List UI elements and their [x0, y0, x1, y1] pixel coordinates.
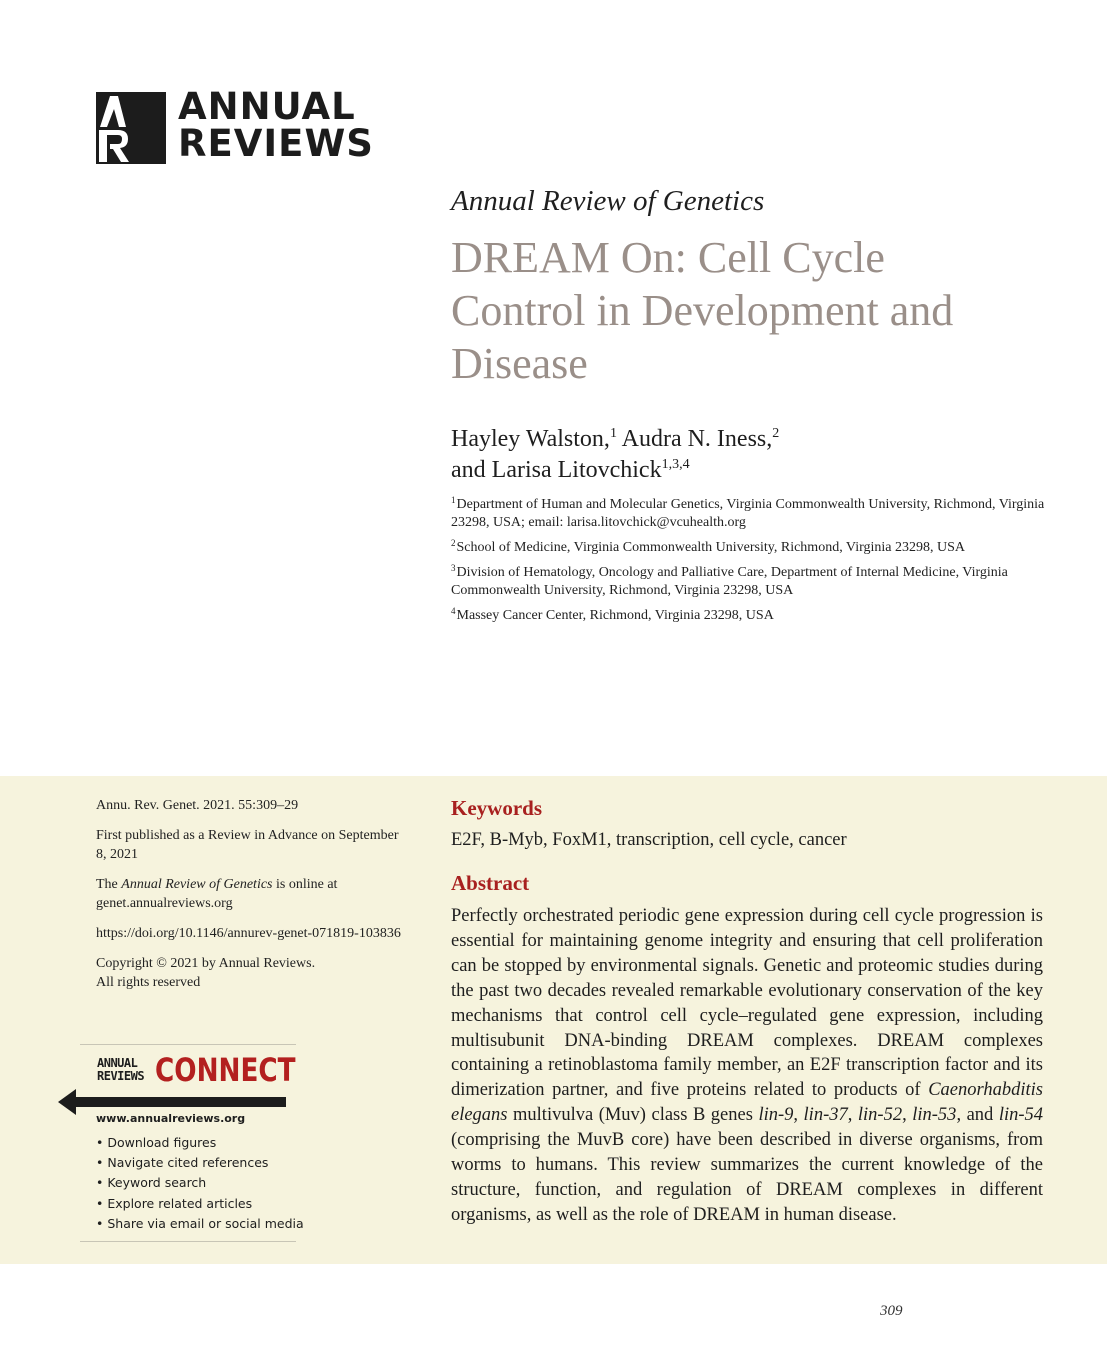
affiliation-1: [451, 496, 1051, 532]
affiliation-num: 1: [451, 495, 456, 505]
list-item: • Explore related articles: [96, 1195, 253, 1211]
page-number: 309: [880, 1303, 903, 1319]
separator: ,: [847, 1105, 858, 1126]
connect-small-line: ANNUAL: [97, 1056, 138, 1070]
author-iness: Audra N. Iness,: [616, 426, 773, 452]
rights-line: All rights reserved: [96, 975, 201, 990]
annual-reviews-logo: [96, 85, 376, 166]
affiliation-text: Division of Hematology, Oncology and Palliative Care, Department of Internal Medicine, Virginia Commonwealth University, Richmond, Virginia 23298, USA: [451, 565, 1008, 598]
gene-name: lin-52: [857, 1105, 903, 1126]
affiliation-num: 3: [451, 563, 456, 573]
list-item: • Download figures: [96, 1135, 217, 1150]
article-metadata: [96, 796, 406, 1003]
list-item: • Share via email or social media: [96, 1215, 304, 1231]
abstract-part: multivulva (Muv) class B genes: [507, 1105, 759, 1126]
doi-link[interactable]: https://doi.org/10.1146/annurev-genet-071819-103836: [96, 926, 401, 941]
author-sup: 1,3,4: [661, 457, 690, 472]
journal-name: Annual Review of Genetics: [451, 185, 765, 217]
list-item: • Keyword search: [96, 1175, 207, 1191]
gene-name: lin-9: [758, 1105, 794, 1126]
affiliation-num: 4: [451, 606, 456, 616]
affiliation-2: [451, 539, 1051, 557]
annual-reviews-connect-box: [80, 1044, 304, 1242]
gene-name: lin-53: [912, 1105, 957, 1126]
species-name: Caenorhabditis elegans: [451, 1080, 1043, 1126]
author-list: [451, 424, 1051, 486]
gene-name: lin-54: [998, 1105, 1044, 1126]
author-walston: Hayley Walston,: [451, 426, 610, 452]
affiliation-text: Department of Human and Molecular Genetics, Virginia Commonwealth University, Richmond, Virginia 23298, USA; email: larisa.litovchick@vcuhealth.org: [451, 497, 1045, 530]
affiliation-4: [451, 607, 1051, 625]
abstract-text: [451, 904, 1043, 1228]
gene-name: lin-37: [803, 1105, 848, 1126]
separator: ,: [902, 1105, 913, 1126]
connect-small-text: [97, 1057, 144, 1083]
abstract-part: Perfectly orchestrated periodic gene expression during cell cycle progression is essential for maintaining genome integrity and ensuring that cell proliferation can be stopped by environmental signals. Genetic and proteomic studies during the past two decades revealed remarkable evolutionary conservation of the key mechanisms that control cell cycle–regulated gene expression, including multisubunit DNA-binding DREAM complexes. DREAM complexes containing a retinoblastoma family member, an E2F transcription factor and its dimerization partner, and five proteins related to products of: [451, 906, 1043, 1101]
abstract-part: (comprising the MuvB core) have been described in diverse organisms, from worms to humans. This review summarizes the current knowledge of the structure, function, and regulation of DREAM complexes in different organisms, as well as the role of DREAM in human disease.: [451, 1130, 1043, 1225]
connect-small-line: REVIEWS: [97, 1069, 145, 1083]
affiliation-text: School of Medicine, Virginia Commonwealth University, Richmond, Virginia 23298, USA: [456, 540, 966, 555]
keywords-heading: Keywords: [451, 796, 542, 820]
article-title: DREAM On: Cell Cycle Control in Development and Disease: [451, 233, 954, 388]
connect-feature-list: [96, 1133, 304, 1234]
online-journal: Annual Review of Genetics: [121, 877, 273, 892]
connect-url[interactable]: www.annualreviews.org: [96, 1112, 246, 1125]
citation: Annu. Rev. Genet. 2021. 55:309–29: [96, 798, 299, 813]
separator: ,: [793, 1105, 804, 1126]
affiliation-num: 2: [451, 538, 456, 548]
connect-title: CONNECT: [155, 1051, 296, 1089]
copyright: [96, 954, 406, 992]
ar-monogram-icon: [96, 92, 166, 164]
online-pre: The: [96, 877, 122, 892]
affiliations: [451, 496, 1051, 632]
online-note: [96, 875, 406, 913]
online-url[interactable]: is online at genet.annualreviews.org: [96, 877, 338, 911]
copyright-line: Copyright © 2021 by Annual Reviews.: [96, 956, 316, 971]
affiliation-text: Massey Cancer Center, Richmond, Virginia 23298, USA: [456, 608, 774, 623]
logo-line-reviews: REVIEWS: [178, 122, 374, 165]
publication-date: First published as a Review in Advance on September 8, 2021: [96, 828, 399, 862]
list-item: • Navigate cited references: [96, 1155, 269, 1171]
abstract-heading: Abstract: [451, 871, 530, 895]
author-sup: 2: [772, 426, 780, 441]
author-sup: 1: [609, 426, 617, 441]
logo-line-annual: ANNUAL: [178, 85, 356, 128]
author-litovchick: and Larisa Litovchick: [451, 457, 662, 483]
keywords-list: E2F, B-Myb, FoxM1, transcription, cell cycle, cancer: [451, 830, 847, 850]
separator: , and: [956, 1105, 999, 1126]
affiliation-3: [451, 564, 1051, 600]
